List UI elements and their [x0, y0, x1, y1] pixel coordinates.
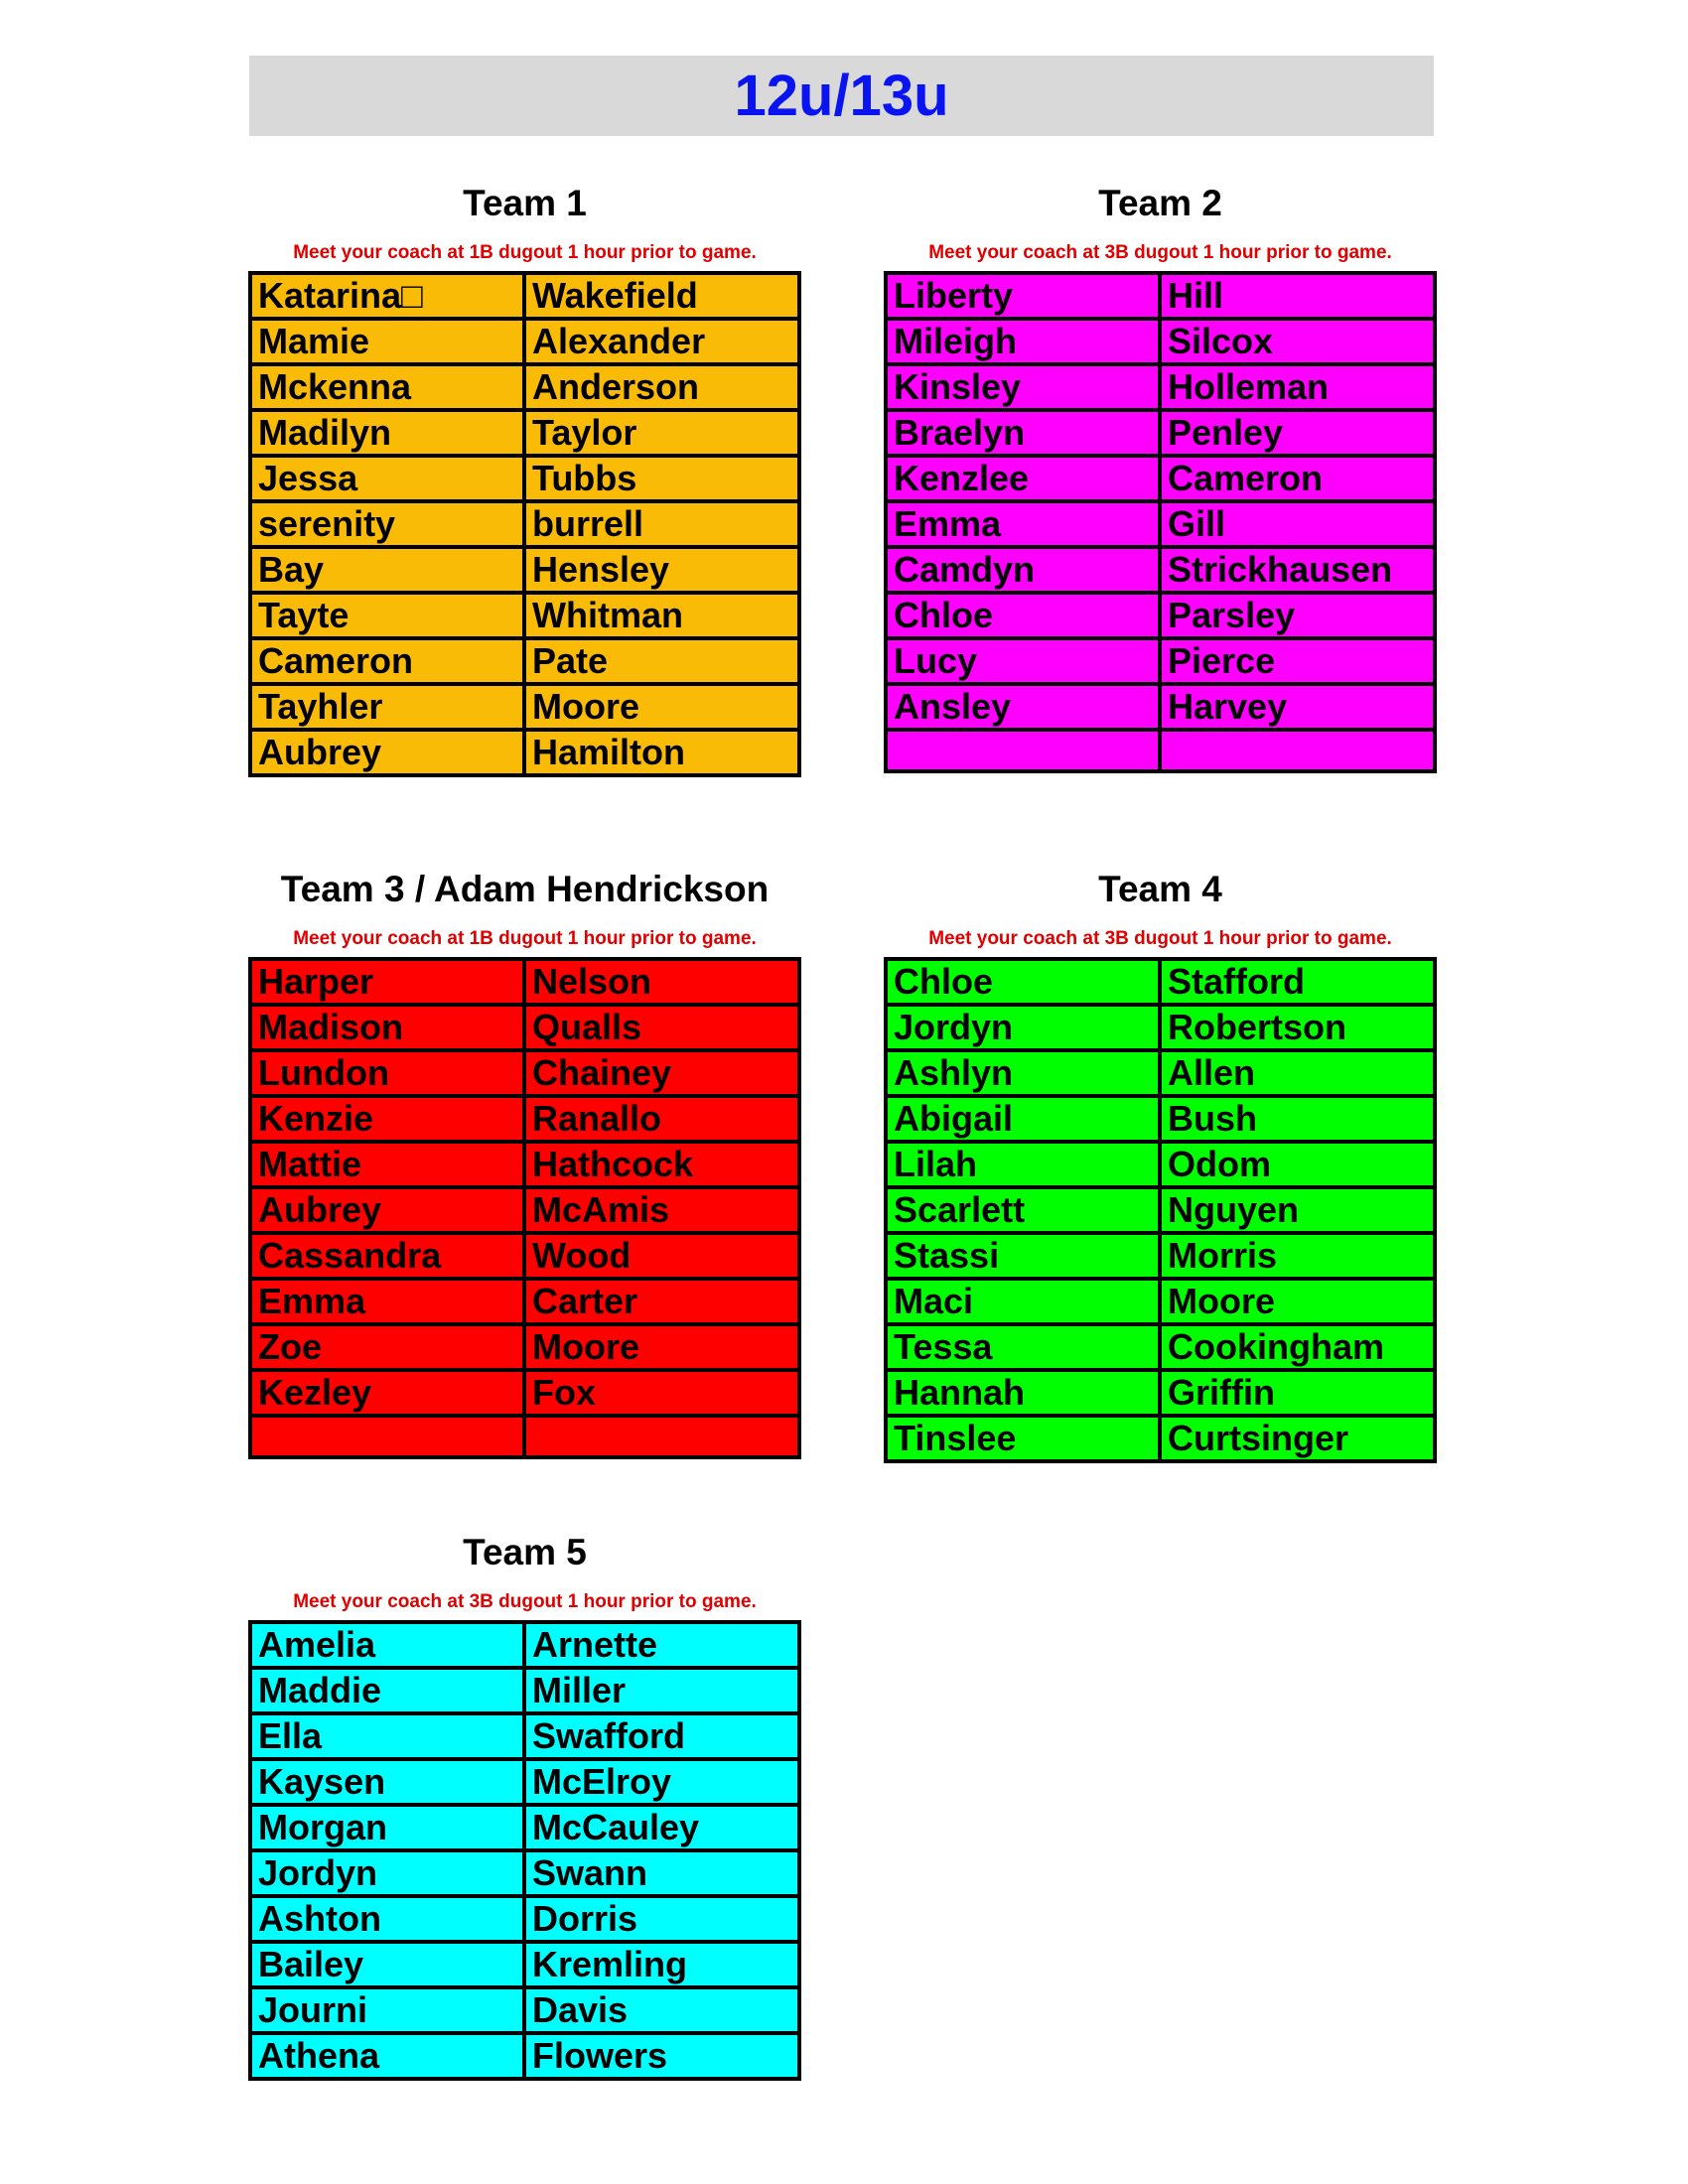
- table-row: [250, 273, 799, 319]
- last-name-cell: Stafford: [1160, 959, 1435, 1005]
- last-name-cell: McCauley: [524, 1805, 799, 1850]
- table-row: [250, 730, 799, 775]
- last-name-cell: Bush: [1160, 1096, 1435, 1142]
- last-name-cell: Hathcock: [524, 1142, 799, 1187]
- table-row: [886, 1187, 1435, 1233]
- first-name-cell: Tayte: [250, 593, 524, 638]
- last-name-cell: Holleman: [1160, 364, 1435, 410]
- last-name-cell: [1160, 730, 1435, 771]
- last-name-cell: Gill: [1160, 501, 1435, 547]
- table-row: [886, 1096, 1435, 1142]
- table-row: [886, 319, 1435, 364]
- last-name-cell: Qualls: [524, 1005, 799, 1050]
- last-name-cell: Pierce: [1160, 638, 1435, 684]
- last-name-cell: Tubbs: [524, 456, 799, 501]
- first-name-cell: Harper: [250, 959, 524, 1005]
- first-name-cell: Ella: [250, 1713, 524, 1759]
- table-row: [886, 1324, 1435, 1370]
- table-row: [250, 1233, 799, 1279]
- last-name-cell: Pate: [524, 638, 799, 684]
- last-name-cell: Hamilton: [524, 730, 799, 775]
- first-name-cell: Katarina□: [250, 273, 524, 319]
- last-name-cell: Moore: [1160, 1279, 1435, 1324]
- first-name-cell: Chloe: [886, 959, 1160, 1005]
- table-row: [886, 456, 1435, 501]
- first-name-cell: Journi: [250, 1987, 524, 2033]
- team-1-block: [248, 180, 801, 777]
- team-3-block: [248, 866, 801, 1459]
- last-name-cell: Morris: [1160, 1233, 1435, 1279]
- team-2-block: [884, 180, 1437, 773]
- first-name-cell: Tinslee: [886, 1416, 1160, 1461]
- last-name-cell: Robertson: [1160, 1005, 1435, 1050]
- table-row: [250, 593, 799, 638]
- table-row: [250, 1005, 799, 1050]
- last-name-cell: Hill: [1160, 273, 1435, 319]
- first-name-cell: Tessa: [886, 1324, 1160, 1370]
- first-name-cell: Madison: [250, 1005, 524, 1050]
- table-row: [886, 364, 1435, 410]
- first-name-cell: Kezley: [250, 1370, 524, 1416]
- last-name-cell: Moore: [524, 684, 799, 730]
- first-name-cell: Lucy: [886, 638, 1160, 684]
- team-4-block: [884, 866, 1437, 1463]
- first-name-cell: Amelia: [250, 1622, 524, 1668]
- team-note: Meet your coach at 3B dugout 1 hour prior to game.: [293, 1591, 757, 1612]
- first-name-cell: Cassandra: [250, 1233, 524, 1279]
- last-name-cell: Nguyen: [1160, 1187, 1435, 1233]
- roster-table: [884, 957, 1437, 1463]
- last-name-cell: Strickhausen: [1160, 547, 1435, 593]
- last-name-cell: Wood: [524, 1233, 799, 1279]
- first-name-cell: Bay: [250, 547, 524, 593]
- last-name-cell: [524, 1416, 799, 1457]
- first-name-cell: Emma: [250, 1279, 524, 1324]
- team-name: Team 2: [1098, 183, 1222, 223]
- first-name-cell: [886, 730, 1160, 771]
- last-name-cell: Kremling: [524, 1942, 799, 1987]
- last-name-cell: Davis: [524, 1987, 799, 2033]
- first-name-cell: Jordyn: [250, 1850, 524, 1896]
- table-row: [250, 2033, 799, 2079]
- table-row: [250, 1850, 799, 1896]
- last-name-cell: Flowers: [524, 2033, 799, 2079]
- first-name-cell: Stassi: [886, 1233, 1160, 1279]
- first-name-cell: Lundon: [250, 1050, 524, 1096]
- last-name-cell: Curtsinger: [1160, 1416, 1435, 1461]
- table-row: [250, 319, 799, 364]
- team-name: Team 5: [463, 1532, 587, 1572]
- last-name-cell: Anderson: [524, 364, 799, 410]
- roster-table: [248, 1620, 801, 2081]
- table-row: [250, 501, 799, 547]
- table-row: [250, 1324, 799, 1370]
- first-name-cell: Mckenna: [250, 364, 524, 410]
- table-row: [250, 1416, 799, 1457]
- table-row: [250, 959, 799, 1005]
- last-name-cell: Wakefield: [524, 273, 799, 319]
- table-row: [250, 1987, 799, 2033]
- table-row: [250, 364, 799, 410]
- first-name-cell: Jordyn: [886, 1005, 1160, 1050]
- last-name-cell: Moore: [524, 1324, 799, 1370]
- last-name-cell: Arnette: [524, 1622, 799, 1668]
- last-name-cell: Miller: [524, 1668, 799, 1713]
- title-bar: [249, 56, 1434, 136]
- page-title: 12u/13u: [734, 64, 949, 128]
- last-name-cell: Silcox: [1160, 319, 1435, 364]
- table-row: [250, 638, 799, 684]
- first-name-cell: Athena: [250, 2033, 524, 2079]
- first-name-cell: Hannah: [886, 1370, 1160, 1416]
- table-row: [886, 638, 1435, 684]
- first-name-cell: Kaysen: [250, 1759, 524, 1805]
- first-name-cell: Maddie: [250, 1668, 524, 1713]
- table-row: [250, 1896, 799, 1942]
- table-row: [250, 684, 799, 730]
- last-name-cell: Nelson: [524, 959, 799, 1005]
- last-name-cell: Odom: [1160, 1142, 1435, 1187]
- last-name-cell: Swann: [524, 1850, 799, 1896]
- table-row: [886, 684, 1435, 730]
- team-name: Team 3 / Adam Hendrickson: [280, 869, 770, 909]
- first-name-cell: Mattie: [250, 1142, 524, 1187]
- table-row: [886, 1005, 1435, 1050]
- first-name-cell: [250, 1416, 524, 1457]
- first-name-cell: Maci: [886, 1279, 1160, 1324]
- last-name-cell: McAmis: [524, 1187, 799, 1233]
- last-name-cell: Ranallo: [524, 1096, 799, 1142]
- first-name-cell: Emma: [886, 501, 1160, 547]
- table-row: [250, 1622, 799, 1668]
- last-name-cell: Chainey: [524, 1050, 799, 1096]
- table-row: [250, 1942, 799, 1987]
- table-row: [250, 1759, 799, 1805]
- first-name-cell: Liberty: [886, 273, 1160, 319]
- team-name: Team 1: [463, 183, 587, 223]
- last-name-cell: Allen: [1160, 1050, 1435, 1096]
- table-row: [886, 1279, 1435, 1324]
- last-name-cell: Fox: [524, 1370, 799, 1416]
- table-row: [886, 547, 1435, 593]
- table-row: [250, 1142, 799, 1187]
- table-row: [886, 1370, 1435, 1416]
- first-name-cell: Madilyn: [250, 410, 524, 456]
- last-name-cell: Dorris: [524, 1896, 799, 1942]
- last-name-cell: Penley: [1160, 410, 1435, 456]
- first-name-cell: Cameron: [250, 638, 524, 684]
- first-name-cell: Ashlyn: [886, 1050, 1160, 1096]
- last-name-cell: Cookingham: [1160, 1324, 1435, 1370]
- table-row: [886, 410, 1435, 456]
- team-note: Meet your coach at 1B dugout 1 hour prior to game.: [293, 928, 757, 949]
- first-name-cell: Mamie: [250, 319, 524, 364]
- first-name-cell: Mileigh: [886, 319, 1160, 364]
- table-row: [886, 593, 1435, 638]
- last-name-cell: Parsley: [1160, 593, 1435, 638]
- table-row: [250, 456, 799, 501]
- table-row: [250, 410, 799, 456]
- first-name-cell: Aubrey: [250, 1187, 524, 1233]
- last-name-cell: Cameron: [1160, 456, 1435, 501]
- table-row: [250, 1187, 799, 1233]
- first-name-cell: Camdyn: [886, 547, 1160, 593]
- team-note: Meet your coach at 3B dugout 1 hour prior to game.: [928, 928, 1392, 949]
- last-name-cell: Whitman: [524, 593, 799, 638]
- table-row: [886, 1142, 1435, 1187]
- first-name-cell: Kinsley: [886, 364, 1160, 410]
- last-name-cell: Carter: [524, 1279, 799, 1324]
- first-name-cell: serenity: [250, 501, 524, 547]
- first-name-cell: Zoe: [250, 1324, 524, 1370]
- roster-table: [248, 957, 801, 1459]
- table-row: [250, 1050, 799, 1096]
- first-name-cell: Jessa: [250, 456, 524, 501]
- last-name-cell: Hensley: [524, 547, 799, 593]
- team-note: Meet your coach at 3B dugout 1 hour prior to game.: [928, 242, 1392, 263]
- table-row: [886, 959, 1435, 1005]
- first-name-cell: Ashton: [250, 1896, 524, 1942]
- first-name-cell: Abigail: [886, 1096, 1160, 1142]
- first-name-cell: Bailey: [250, 1942, 524, 1987]
- roster-table: [884, 271, 1437, 773]
- roster-table: [248, 271, 801, 777]
- last-name-cell: Alexander: [524, 319, 799, 364]
- table-row: [250, 547, 799, 593]
- table-row: [886, 501, 1435, 547]
- last-name-cell: Swafford: [524, 1713, 799, 1759]
- team-5-block: [248, 1529, 801, 2081]
- table-row: [250, 1279, 799, 1324]
- table-row: [250, 1370, 799, 1416]
- first-name-cell: Morgan: [250, 1805, 524, 1850]
- first-name-cell: Ansley: [886, 684, 1160, 730]
- first-name-cell: Aubrey: [250, 730, 524, 775]
- last-name-cell: burrell: [524, 501, 799, 547]
- last-name-cell: Griffin: [1160, 1370, 1435, 1416]
- table-row: [250, 1805, 799, 1850]
- first-name-cell: Scarlett: [886, 1187, 1160, 1233]
- first-name-cell: Lilah: [886, 1142, 1160, 1187]
- table-row: [886, 1233, 1435, 1279]
- last-name-cell: McElroy: [524, 1759, 799, 1805]
- last-name-cell: Taylor: [524, 410, 799, 456]
- table-row: [250, 1668, 799, 1713]
- table-row: [886, 1416, 1435, 1461]
- table-row: [886, 1050, 1435, 1096]
- table-row: [886, 273, 1435, 319]
- first-name-cell: Kenzie: [250, 1096, 524, 1142]
- last-name-cell: Harvey: [1160, 684, 1435, 730]
- table-row: [250, 1713, 799, 1759]
- team-note: Meet your coach at 1B dugout 1 hour prior to game.: [293, 242, 757, 263]
- team-name: Team 4: [1098, 869, 1222, 909]
- table-row: [886, 730, 1435, 771]
- first-name-cell: Braelyn: [886, 410, 1160, 456]
- first-name-cell: Kenzlee: [886, 456, 1160, 501]
- first-name-cell: Tayhler: [250, 684, 524, 730]
- first-name-cell: Chloe: [886, 593, 1160, 638]
- table-row: [250, 1096, 799, 1142]
